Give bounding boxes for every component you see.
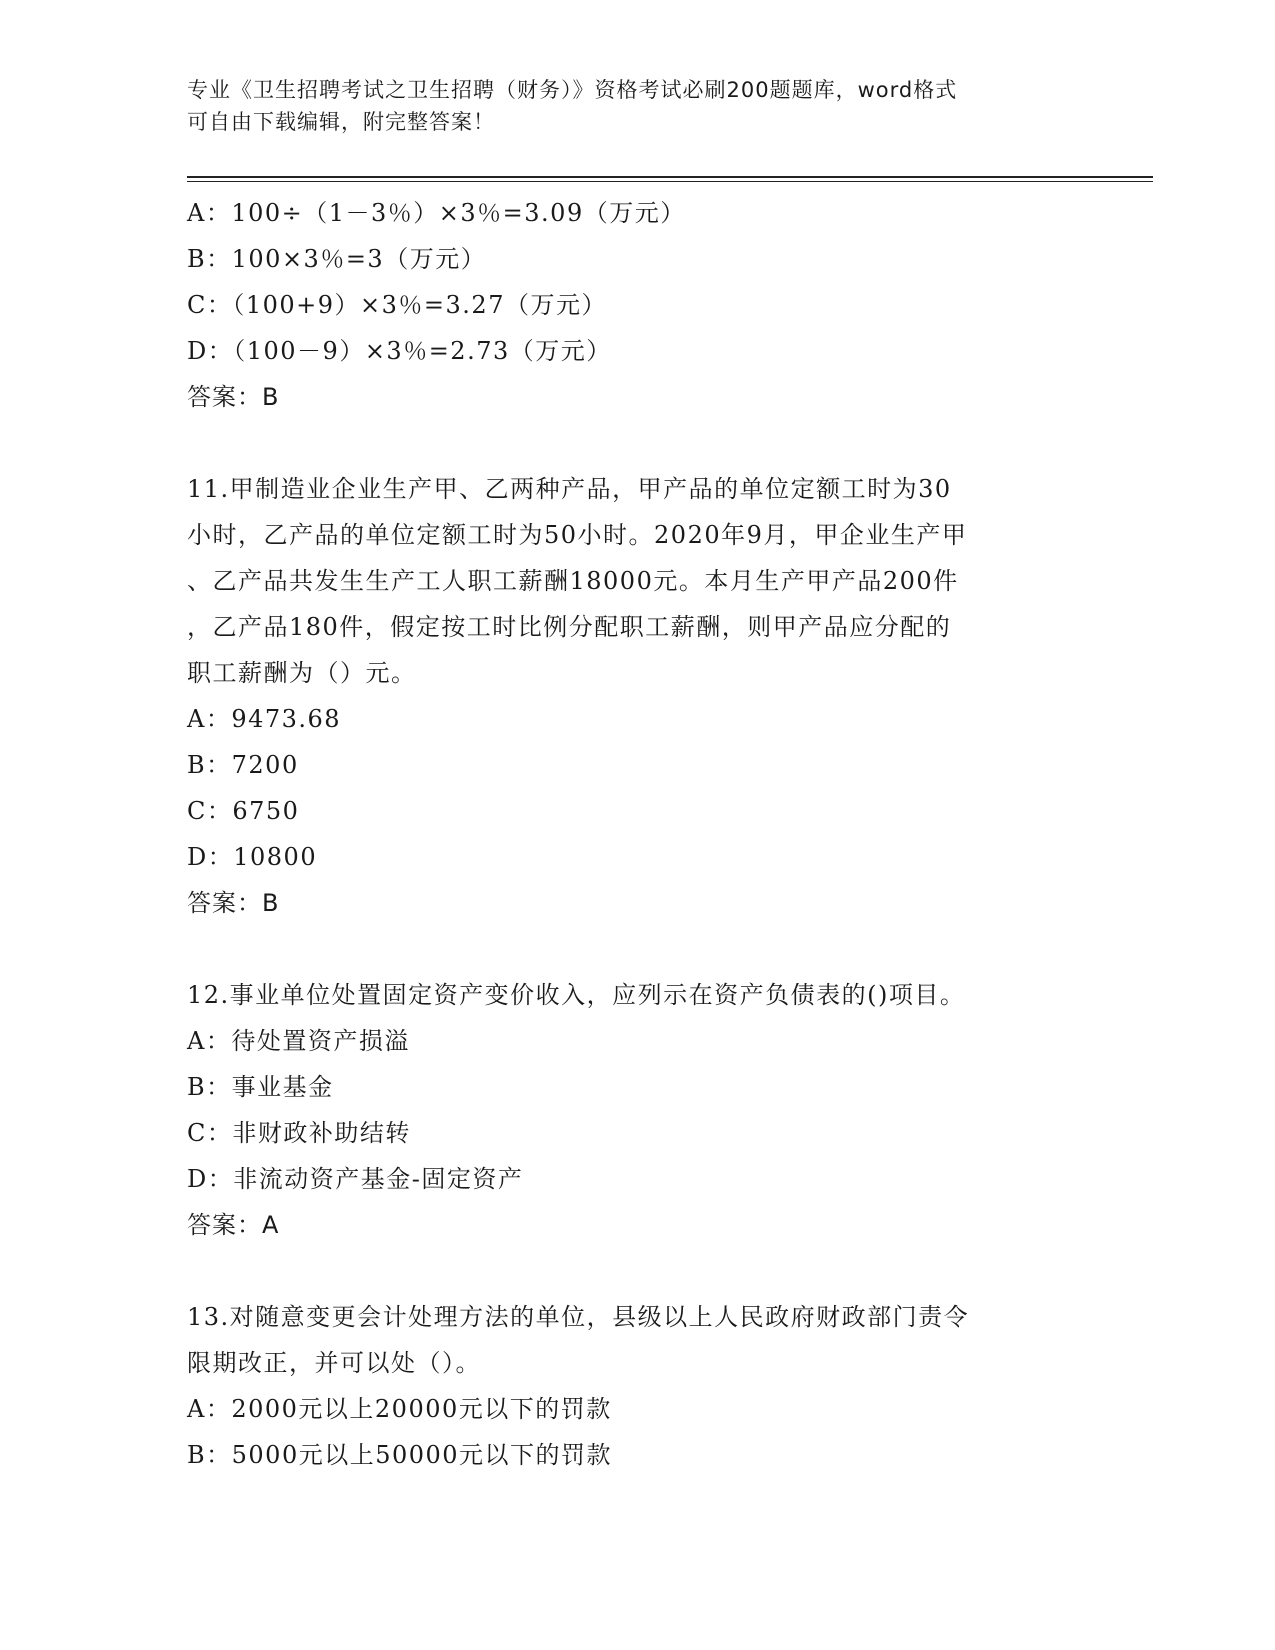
question-text xyxy=(187,1294,1077,1386)
header-line-1: 专业《卫生招聘考试之卫生招聘（财务）》资格考试必刷200题题库，word格式 xyxy=(187,78,958,102)
question-10 xyxy=(187,190,1087,420)
question-line: 13.对随意变更会计处理方法的单位，县级以上人民政府财政部门责令 xyxy=(187,1303,970,1331)
option-c: C：非财政补助结转 xyxy=(187,1119,411,1147)
document-header xyxy=(187,74,1067,138)
header-divider xyxy=(187,176,1153,182)
option-d: D：非流动资产基金-固定资产 xyxy=(187,1165,524,1193)
option-a: A：9473.68 xyxy=(187,705,342,733)
option-b: B：事业基金 xyxy=(187,1073,334,1101)
header-line-2: 可自由下载编辑，附完整答案！ xyxy=(187,110,495,134)
option-a: A：2000元以上20000元以下的罚款 xyxy=(187,1395,612,1423)
option-c: C：6750 xyxy=(187,797,300,825)
answer: 答案：A xyxy=(187,1211,280,1239)
option-a: A：100÷（1－3％）×3％=3.09（万元） xyxy=(187,199,686,227)
answer: 答案：B xyxy=(187,889,280,917)
question-text xyxy=(187,972,1077,1018)
question-line: 小时，乙产品的单位定额工时为50小时。2020年9月，甲企业生产甲 xyxy=(187,521,968,549)
option-d: D：（100－9）×3％=2.73（万元） xyxy=(187,337,612,365)
question-line: 职工薪酬为（）元。 xyxy=(187,659,417,687)
question-12 xyxy=(187,972,1087,1248)
answer: 答案：B xyxy=(187,383,280,411)
question-line: 、乙产品共发生生产工人职工薪酬18000元。本月生产甲产品200件 xyxy=(187,567,959,595)
option-b: B：5000元以上50000元以下的罚款 xyxy=(187,1441,613,1469)
question-text xyxy=(187,466,1077,696)
option-a: A：待处置资产损溢 xyxy=(187,1027,410,1055)
question-13 xyxy=(187,1294,1087,1478)
option-d: D：10800 xyxy=(187,843,318,871)
option-c: C：（100+9）×3％=3.27（万元） xyxy=(187,291,607,319)
question-line: 12.事业单位处置固定资产变价收入，应列示在资产负债表的()项目。 xyxy=(187,981,966,1009)
option-b: B：100×3％=3（万元） xyxy=(187,245,487,273)
document-body xyxy=(187,190,1087,1478)
question-line: ，乙产品180件，假定按工时比例分配职工薪酬，则甲产品应分配的 xyxy=(187,613,952,641)
question-line: 11.甲制造业企业生产甲、乙两种产品，甲产品的单位定额工时为30 xyxy=(187,475,952,503)
question-11 xyxy=(187,466,1087,926)
option-b: B：7200 xyxy=(187,751,299,779)
question-line: 限期改正，并可以处（）。 xyxy=(187,1349,481,1377)
